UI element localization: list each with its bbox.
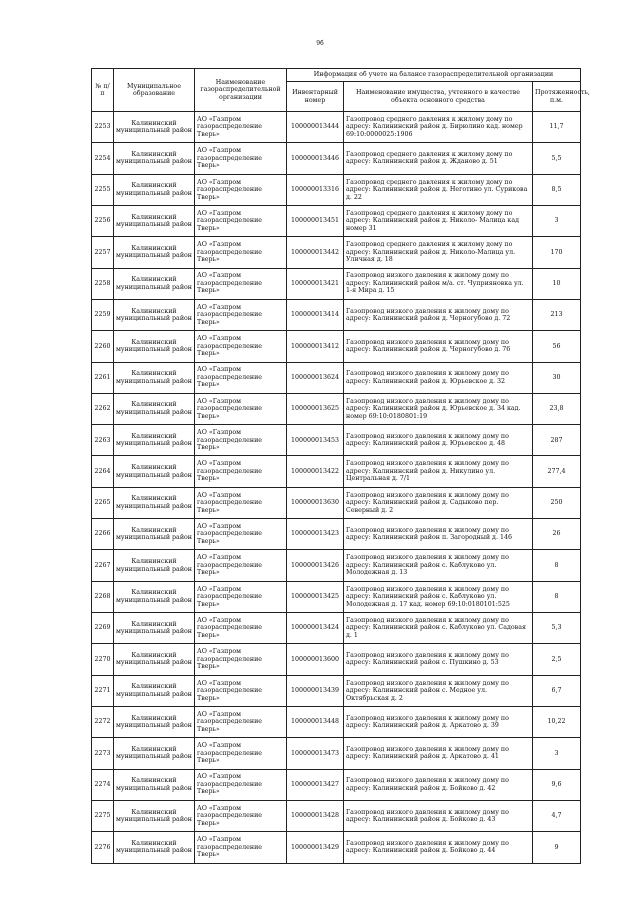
- row-number: 2263: [92, 425, 114, 456]
- header-length: Протяженность, п.м.: [533, 82, 581, 112]
- row-length: 5,3: [533, 613, 581, 644]
- row-asset-name: Газопровод низкого давления к жилому дому по адресу: Калининский район с. Каблуково ул. Садовая д. 1: [344, 613, 533, 644]
- row-asset-name: Газопровод низкого давления к жилому дому по адресу: Калининский район д. Бойково д. 44: [344, 832, 533, 863]
- row-municipality: Калининский муниципальный район: [114, 613, 195, 644]
- row-inventory-number: 100000013453: [287, 425, 344, 456]
- row-number: 2268: [92, 581, 114, 612]
- row-organization: АО «Газпром газораспределение Тверь»: [195, 550, 287, 581]
- row-number: 2261: [92, 362, 114, 393]
- row-number: 2272: [92, 706, 114, 737]
- row-municipality: Калининский муниципальный район: [114, 268, 195, 299]
- row-number: 2275: [92, 800, 114, 831]
- header-row-top: [92, 69, 581, 82]
- row-municipality: Калининский муниципальный район: [114, 706, 195, 737]
- table-row: [92, 644, 581, 675]
- row-organization: АО «Газпром газораспределение Тверь»: [195, 237, 287, 268]
- row-municipality: Калининский муниципальный район: [114, 112, 195, 143]
- row-asset-name: Газопровод низкого давления к жилому дому по адресу: Калининский район с. Каблуково ул. Молодежная д. 17 кад. номер 69:10:0180101:525: [344, 581, 533, 612]
- row-number: 2265: [92, 487, 114, 518]
- row-length: 9,6: [533, 769, 581, 800]
- row-length: 8: [533, 550, 581, 581]
- row-inventory-number: 100000013439: [287, 675, 344, 706]
- row-organization: АО «Газпром газораспределение Тверь»: [195, 268, 287, 299]
- row-inventory-number: 100000013625: [287, 393, 344, 424]
- table-row: [92, 268, 581, 299]
- row-number: 2255: [92, 174, 114, 205]
- row-inventory-number: 100000013451: [287, 205, 344, 236]
- row-length: 5,5: [533, 143, 581, 174]
- row-municipality: Калининский муниципальный район: [114, 581, 195, 612]
- row-asset-name: Газопровод низкого давления к жилому дому по адресу: Калининский район д. Аркатово д. 41: [344, 738, 533, 769]
- header-name: Наименование имущества, учтенного в качестве объекта основного средства: [344, 82, 533, 112]
- row-length: 170: [533, 237, 581, 268]
- row-asset-name: Газопровод низкого давления к жилому дому по адресу: Калининский район д. Юрьевское д. 32: [344, 362, 533, 393]
- table-row: [92, 331, 581, 362]
- row-inventory-number: 100000013424: [287, 613, 344, 644]
- header-group-title: Информация об учете на балансе газораспределительной организации: [287, 69, 581, 82]
- row-number: 2260: [92, 331, 114, 362]
- row-organization: АО «Газпром газораспределение Тверь»: [195, 519, 287, 550]
- row-inventory-number: 100000013428: [287, 800, 344, 831]
- row-number: 2270: [92, 644, 114, 675]
- row-municipality: Калининский муниципальный район: [114, 738, 195, 769]
- row-organization: АО «Газпром газораспределение Тверь»: [195, 738, 287, 769]
- row-municipality: Калининский муниципальный район: [114, 550, 195, 581]
- table-row: [92, 675, 581, 706]
- row-asset-name: Газопровод низкого давления к жилому дому по адресу: Калининский район с. Медное ул. Октябрьская д. 2: [344, 675, 533, 706]
- row-number: 2274: [92, 769, 114, 800]
- row-number: 2264: [92, 456, 114, 487]
- row-organization: АО «Газпром газораспределение Тверь»: [195, 832, 287, 863]
- row-municipality: Калининский муниципальный район: [114, 519, 195, 550]
- row-municipality: Калининский муниципальный район: [114, 205, 195, 236]
- row-asset-name: Газопровод низкого давления к жилому дому по адресу: Калининский район д. Бойково д. 43: [344, 800, 533, 831]
- table-row: [92, 143, 581, 174]
- row-asset-name: Газопровод низкого давления к жилому дому по адресу: Калининский район м/а. ст. Чуприяновка ул. 1-я Мира д. 15: [344, 268, 533, 299]
- row-number: 2273: [92, 738, 114, 769]
- table-row: [92, 456, 581, 487]
- row-inventory-number: 100000013624: [287, 362, 344, 393]
- row-length: 3: [533, 738, 581, 769]
- row-municipality: Калининский муниципальный район: [114, 832, 195, 863]
- row-organization: АО «Газпром газораспределение Тверь»: [195, 487, 287, 518]
- row-inventory-number: 100000013426: [287, 550, 344, 581]
- row-number: 2256: [92, 205, 114, 236]
- row-inventory-number: 100000013448: [287, 706, 344, 737]
- row-length: 6,7: [533, 675, 581, 706]
- row-municipality: Калининский муниципальный район: [114, 487, 195, 518]
- row-organization: АО «Газпром газораспределение Тверь»: [195, 581, 287, 612]
- table-row: [92, 581, 581, 612]
- table-row: [92, 299, 581, 330]
- row-organization: АО «Газпром газораспределение Тверь»: [195, 706, 287, 737]
- table-row: [92, 706, 581, 737]
- row-inventory-number: 100000013630: [287, 487, 344, 518]
- row-organization: АО «Газпром газораспределение Тверь»: [195, 613, 287, 644]
- row-asset-name: Газопровод низкого давления к жилому дому по адресу: Калининский район д. Аркатово д. 39: [344, 706, 533, 737]
- table-row: [92, 800, 581, 831]
- row-municipality: Калининский муниципальный район: [114, 644, 195, 675]
- row-asset-name: Газопровод низкого давления к жилому дому по адресу: Калининский район с. Пушкино д. 53: [344, 644, 533, 675]
- table-row: [92, 769, 581, 800]
- row-number: 2259: [92, 299, 114, 330]
- row-organization: АО «Газпром газораспределение Тверь»: [195, 644, 287, 675]
- row-organization: АО «Газпром газораспределение Тверь»: [195, 393, 287, 424]
- row-number: 2257: [92, 237, 114, 268]
- table-row: [92, 425, 581, 456]
- row-asset-name: Газопровод низкого давления к жилому дому по адресу: Калининский район д. Бойково д. 42: [344, 769, 533, 800]
- table-row: [92, 362, 581, 393]
- row-organization: АО «Газпром газораспределение Тверь»: [195, 174, 287, 205]
- row-municipality: Калининский муниципальный район: [114, 143, 195, 174]
- row-asset-name: Газопровод среднего давления к жилому дому по адресу: Калининский район д. Жданово д. 51: [344, 143, 533, 174]
- table-row: [92, 393, 581, 424]
- row-length: 10,22: [533, 706, 581, 737]
- table-row: [92, 237, 581, 268]
- header-org: Наименование газораспределительной организации: [195, 69, 287, 112]
- row-number: 2258: [92, 268, 114, 299]
- row-organization: АО «Газпром газораспределение Тверь»: [195, 425, 287, 456]
- row-inventory-number: 100000013442: [287, 237, 344, 268]
- asset-register-table: [91, 68, 590, 864]
- row-asset-name: Газопровод низкого давления к жилому дому по адресу: Калининский район д. Юрьевское д. 48: [344, 425, 533, 456]
- row-organization: АО «Газпром газораспределение Тверь»: [195, 143, 287, 174]
- row-number: 2267: [92, 550, 114, 581]
- row-number: 2266: [92, 519, 114, 550]
- row-asset-name: Газопровод низкого давления к жилому дому по адресу: Калининский район д. Черногубово д. 72: [344, 299, 533, 330]
- row-organization: АО «Газпром газораспределение Тверь»: [195, 299, 287, 330]
- row-asset-name: Газопровод низкого давления к жилому дому по адресу: Калининский район д. Садыково пер. Северный д. 2: [344, 487, 533, 518]
- row-length: 9: [533, 832, 581, 863]
- row-municipality: Калининский муниципальный район: [114, 675, 195, 706]
- table-row: [92, 112, 581, 143]
- row-length: 23,8: [533, 393, 581, 424]
- row-inventory-number: 100000013444: [287, 112, 344, 143]
- row-municipality: Калининский муниципальный район: [114, 425, 195, 456]
- table-row: [92, 205, 581, 236]
- row-asset-name: Газопровод среднего давления к жилому дому по адресу: Калининский район д. Николо-Малица ул. Уличная д. 18: [344, 237, 533, 268]
- row-length: 287: [533, 425, 581, 456]
- row-number: 2254: [92, 143, 114, 174]
- row-organization: АО «Газпром газораспределение Тверь»: [195, 205, 287, 236]
- row-organization: АО «Газпром газораспределение Тверь»: [195, 800, 287, 831]
- row-length: 2,5: [533, 644, 581, 675]
- row-asset-name: Газопровод среднего давления к жилому дому по адресу: Калининский район д. Николо- Малица кад номер 31: [344, 205, 533, 236]
- table-row: [92, 174, 581, 205]
- row-asset-name: Газопровод среднего давления к жилому дому по адресу: Калининский район д. Бирюлино кад. номер 69:10:0000025:1906: [344, 112, 533, 143]
- row-organization: АО «Газпром газораспределение Тверь»: [195, 675, 287, 706]
- row-asset-name: Газопровод низкого давления к жилому дому по адресу: Калининский район д. Черногубово д. 76: [344, 331, 533, 362]
- row-length: 213: [533, 299, 581, 330]
- row-number: 2269: [92, 613, 114, 644]
- row-municipality: Калининский муниципальный район: [114, 174, 195, 205]
- page-number: 9б: [316, 40, 324, 47]
- row-inventory-number: 100000013429: [287, 832, 344, 863]
- row-inventory-number: 100000013600: [287, 644, 344, 675]
- row-length: 3: [533, 205, 581, 236]
- row-inventory-number: 100000013421: [287, 268, 344, 299]
- header-inventory: Инвентарный номер: [287, 82, 344, 112]
- row-inventory-number: 100000013412: [287, 331, 344, 362]
- row-organization: АО «Газпром газораспределение Тверь»: [195, 769, 287, 800]
- row-organization: АО «Газпром газораспределение Тверь»: [195, 362, 287, 393]
- row-inventory-number: 100000013422: [287, 456, 344, 487]
- row-organization: АО «Газпром газораспределение Тверь»: [195, 456, 287, 487]
- row-number: 2271: [92, 675, 114, 706]
- row-inventory-number: 100000013316: [287, 174, 344, 205]
- row-asset-name: Газопровод низкого давления к жилому дому по адресу: Калининский район с. Каблуково ул. Молодежная д. 13: [344, 550, 533, 581]
- row-length: 4,7: [533, 800, 581, 831]
- row-municipality: Калининский муниципальный район: [114, 393, 195, 424]
- row-municipality: Калининский муниципальный район: [114, 331, 195, 362]
- row-organization: АО «Газпром газораспределение Тверь»: [195, 112, 287, 143]
- row-number: 2262: [92, 393, 114, 424]
- row-asset-name: Газопровод низкого давления к жилому дому по адресу: Калининский район д. Юрьевское д. 34 кад. номер 69:10:0180801:19: [344, 393, 533, 424]
- table-row: [92, 487, 581, 518]
- table-row: [92, 613, 581, 644]
- row-length: 8: [533, 581, 581, 612]
- row-organization: АО «Газпром газораспределение Тверь»: [195, 331, 287, 362]
- row-municipality: Калининский муниципальный район: [114, 769, 195, 800]
- row-length: 250: [533, 487, 581, 518]
- row-inventory-number: 100000013414: [287, 299, 344, 330]
- header-num: № п/п: [92, 69, 114, 112]
- row-asset-name: Газопровод низкого давления к жилому дому по адресу: Калининский район п. Загородный д. 146: [344, 519, 533, 550]
- row-asset-name: Газопровод среднего давления к жилому дому по адресу: Калининский район д. Неготино ул. Сурикова д. 22: [344, 174, 533, 205]
- table-row: [92, 832, 581, 863]
- row-inventory-number: 100000013473: [287, 738, 344, 769]
- row-number: 2253: [92, 112, 114, 143]
- row-municipality: Калининский муниципальный район: [114, 299, 195, 330]
- row-length: 8,5: [533, 174, 581, 205]
- row-number: 2276: [92, 832, 114, 863]
- row-length: 30: [533, 362, 581, 393]
- row-inventory-number: 100000013423: [287, 519, 344, 550]
- row-inventory-number: 100000013446: [287, 143, 344, 174]
- table-row: [92, 519, 581, 550]
- row-length: 56: [533, 331, 581, 362]
- row-length: 11,7: [533, 112, 581, 143]
- row-municipality: Калининский муниципальный район: [114, 456, 195, 487]
- row-length: 26: [533, 519, 581, 550]
- row-municipality: Калининский муниципальный район: [114, 800, 195, 831]
- row-length: 10: [533, 268, 581, 299]
- table-row: [92, 550, 581, 581]
- row-inventory-number: 100000013427: [287, 769, 344, 800]
- row-municipality: Калининский муниципальный район: [114, 362, 195, 393]
- row-asset-name: Газопровод низкого давления к жилому дому по адресу: Калининский район д. Никулино ул. Центральная д. 7/1: [344, 456, 533, 487]
- header-municipality: Муниципальное образование: [114, 69, 195, 112]
- table-row: [92, 738, 581, 769]
- row-inventory-number: 100000013425: [287, 581, 344, 612]
- row-municipality: Калининский муниципальный район: [114, 237, 195, 268]
- row-length: 277,4: [533, 456, 581, 487]
